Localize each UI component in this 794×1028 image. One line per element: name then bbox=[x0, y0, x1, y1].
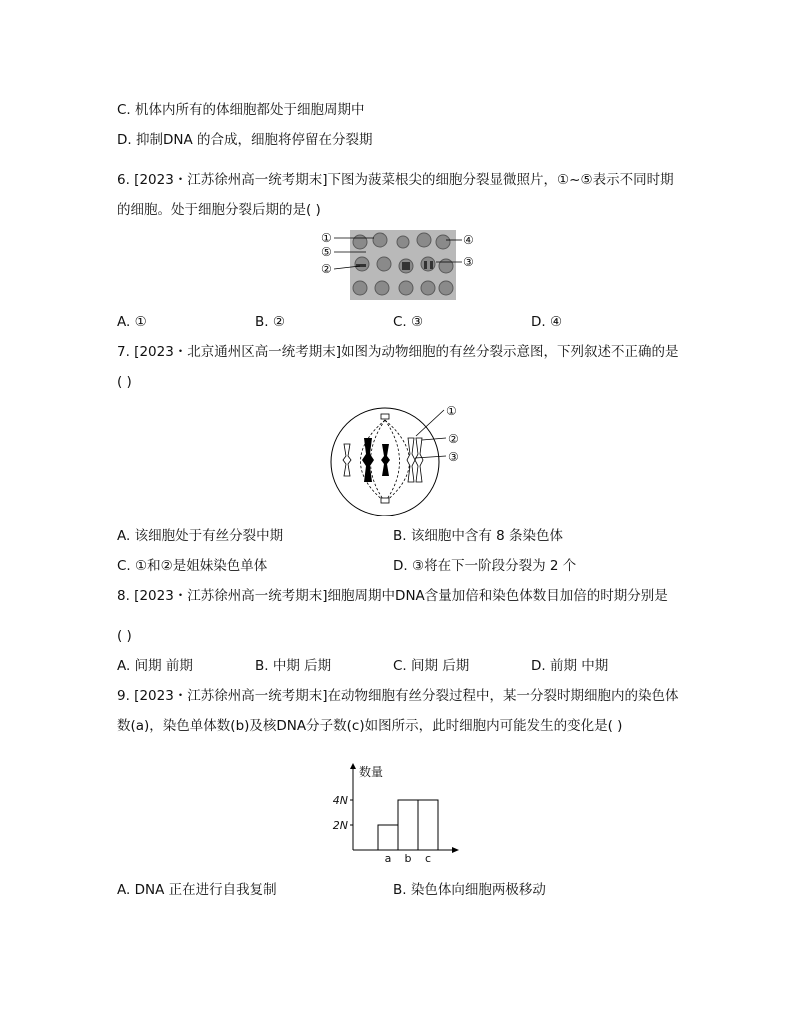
q8-stem-line1: 8. [2023・江苏徐州高一统考期末]细胞周期中DNA含量加倍和染色体数目加倍的时期分别是 bbox=[117, 588, 668, 604]
q9-bar-chart bbox=[326, 760, 466, 864]
micrograph-label-2: ② bbox=[321, 262, 332, 276]
diagram-label-1: ① bbox=[446, 404, 457, 418]
q7-option-d: D. ③将在下一阶段分裂为 2 个 bbox=[393, 558, 577, 574]
micrograph-label-1: ① bbox=[321, 231, 332, 245]
q5-option-d: D. 抑制DNA 的合成，细胞将停留在分裂期 bbox=[117, 132, 373, 148]
q7-option-a: A. 该细胞处于有丝分裂中期 bbox=[117, 528, 284, 544]
x-axis-arrow bbox=[452, 847, 459, 853]
diagram-label-3: ③ bbox=[448, 450, 459, 464]
y-axis-arrow bbox=[350, 763, 356, 769]
q7-stem-line2: ( ) bbox=[117, 374, 132, 390]
q6-option-c: C. ③ bbox=[393, 314, 424, 330]
bar-a bbox=[378, 825, 398, 850]
x-tick-label-a: a bbox=[384, 852, 392, 864]
x-tick-label-c: c bbox=[424, 852, 432, 864]
q9-option-a: A. DNA 正在进行自我复制 bbox=[117, 882, 277, 898]
q5-option-c: C. 机体内所有的体细胞都处于细胞周期中 bbox=[117, 102, 365, 118]
q6-micrograph-figure bbox=[318, 228, 478, 302]
q8-stem-line2: ( ) bbox=[117, 628, 132, 644]
bar-b bbox=[398, 800, 418, 850]
micrograph-label-3: ③ bbox=[463, 255, 474, 269]
x-tick-label-b: b bbox=[404, 852, 412, 864]
y-tick-label-4N: 4N bbox=[332, 794, 348, 807]
q8-option-d: D. 前期 中期 bbox=[531, 658, 609, 674]
q6-option-a: A. ① bbox=[117, 314, 147, 330]
q9-stem-line2: 数(a)，染色单体数(b)及核DNA分子数(c)如图所示，此时细胞内可能发生的变化是( ) bbox=[117, 718, 623, 734]
q9-stem-line1: 9. [2023・江苏徐州高一统考期末]在动物细胞有丝分裂过程中，某一分裂时期细胞内的染色体 bbox=[117, 688, 679, 704]
q7-cell-diagram bbox=[326, 398, 476, 516]
q8-option-a: A. 间期 前期 bbox=[117, 658, 193, 674]
q7-option-b: B. 该细胞中含有 8 条染色体 bbox=[393, 528, 564, 544]
micrograph-label-5: ⑤ bbox=[321, 245, 332, 259]
bar-c bbox=[418, 800, 438, 850]
q9-option-b: B. 染色体向细胞两极移动 bbox=[393, 882, 546, 898]
q7-option-c: C. ①和②是姐妹染色单体 bbox=[117, 558, 268, 574]
q7-stem-line1: 7. [2023・北京通州区高一统考期末]如图为动物细胞的有丝分裂示意图，下列叙述不正确的是 bbox=[117, 344, 679, 360]
diagram-label-2: ② bbox=[448, 432, 459, 446]
q8-option-c: C. 间期 后期 bbox=[393, 658, 470, 674]
chromosomes-black bbox=[362, 438, 390, 482]
q6-option-b: B. ② bbox=[255, 314, 285, 330]
q6-stem-line1: 6. [2023・江苏徐州高一统考期末]下图为菠菜根尖的细胞分裂显微照片，①~⑤表示不同时期 bbox=[117, 172, 674, 188]
q6-stem-line2: 的细胞。处于细胞分裂后期的是( ) bbox=[117, 202, 321, 218]
q8-option-b: B. 中期 后期 bbox=[255, 658, 332, 674]
micrograph-label-4: ④ bbox=[463, 233, 474, 247]
q6-option-d: D. ④ bbox=[531, 314, 563, 330]
y-axis-label: 数量 bbox=[359, 765, 384, 779]
y-tick-label-2N: 2N bbox=[332, 819, 348, 832]
